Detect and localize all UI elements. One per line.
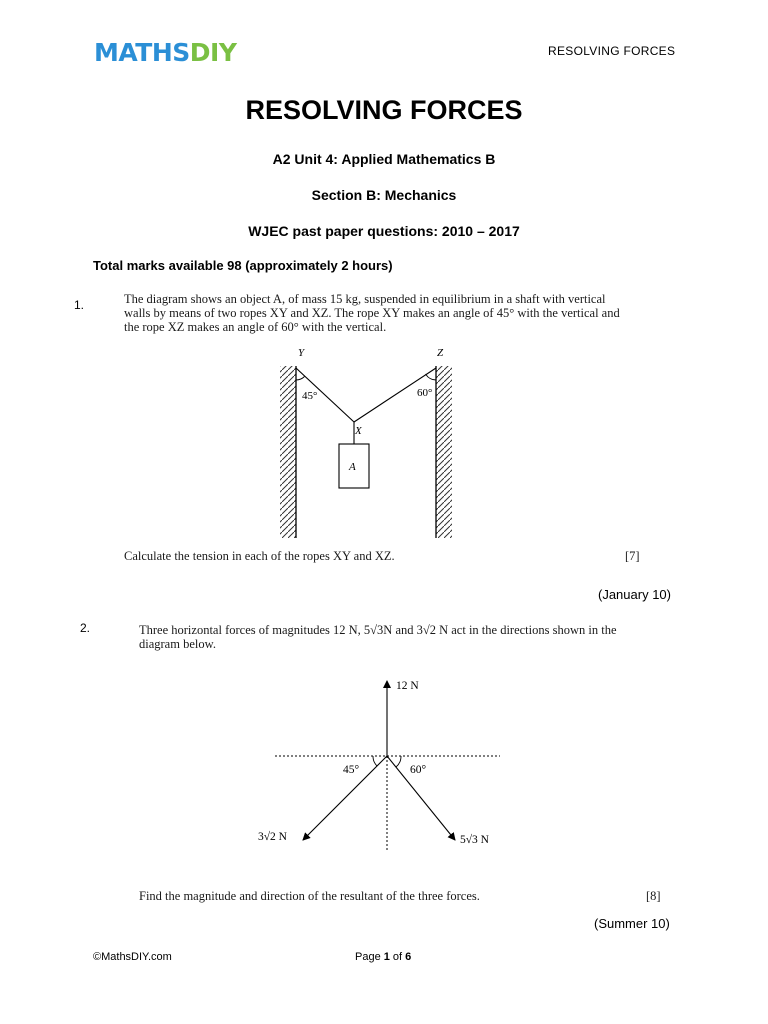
question-2-number: 2. [80,621,91,635]
left-wall-hatching [280,366,296,538]
label-12n: 12 N [396,680,419,692]
logo [94,38,236,68]
label-y: Y [298,347,305,359]
logo-text-maths: MATHS [94,38,190,67]
papers-subtitle: WJEC past paper questions: 2010 – 2017 [248,223,520,239]
question-1-number: 1. [74,298,85,312]
question-2-line-2: diagram below. [139,637,216,651]
page-title: RESOLVING FORCES [245,95,523,125]
angle-arc-45 [296,377,305,381]
logo-text-diy: DIY [189,38,237,67]
page-current: 1 [383,951,390,963]
footer-page-number [355,951,411,963]
angle-arc-60 [426,374,436,380]
section-subtitle: Section B: Mechanics [311,187,457,203]
question-1-line-3: the rope XZ makes an angle of 60° with the vertical. [124,320,387,334]
page-prefix: Page [355,951,384,963]
label-angle-60: 60° [410,764,427,776]
label-x: X [355,425,362,437]
question-1-line-2: walls by means of two ropes XY and XZ. The rope XY makes an angle of 45° with the vertical and [124,306,620,320]
total-marks: Total marks available 98 (approximately 2 hours) [93,258,393,273]
label-angle-60: 60° [417,387,433,399]
angle-arc-60 [396,756,401,767]
footer-copyright: ©MathsDIY.com [93,951,172,963]
question-2-marks: [8] [646,889,661,903]
question-2-diagram [250,672,520,857]
unit-subtitle: A2 Unit 4: Applied Mathematics B [272,151,496,167]
question-2-prompt: Find the magnitude and direction of the resultant of the three forces. [139,889,480,903]
label-force-5root3: 5√3 N [460,834,489,846]
page-total: 6 [405,951,412,963]
question-1-prompt: Calculate the tension in each of the ropes XY and XZ. [124,549,395,563]
question-1-diagram [276,340,466,540]
label-z: Z [437,347,444,359]
question-1-marks: [7] [625,549,640,563]
label-angle-45: 45° [302,390,318,402]
label-force-3root2: 3√2 N [258,831,287,843]
label-a: A [349,461,356,473]
header-section-title: RESOLVING FORCES [548,44,676,58]
question-1-source: (January 10) [598,587,671,602]
angle-arc-45 [373,756,377,766]
question-2-line-1: Three horizontal forces of magnitudes 12 N, 5√3N and 3√2 N act in the directions shown in the [139,623,617,637]
label-angle-45: 45° [343,764,360,776]
right-wall-hatching [436,366,452,538]
page-of: of [389,951,406,963]
question-1-line-1: The diagram shows an object A, of mass 15 kg, suspended in equilibrium in a shaft with vertical [124,292,606,306]
question-2-source: (Summer 10) [594,916,670,931]
